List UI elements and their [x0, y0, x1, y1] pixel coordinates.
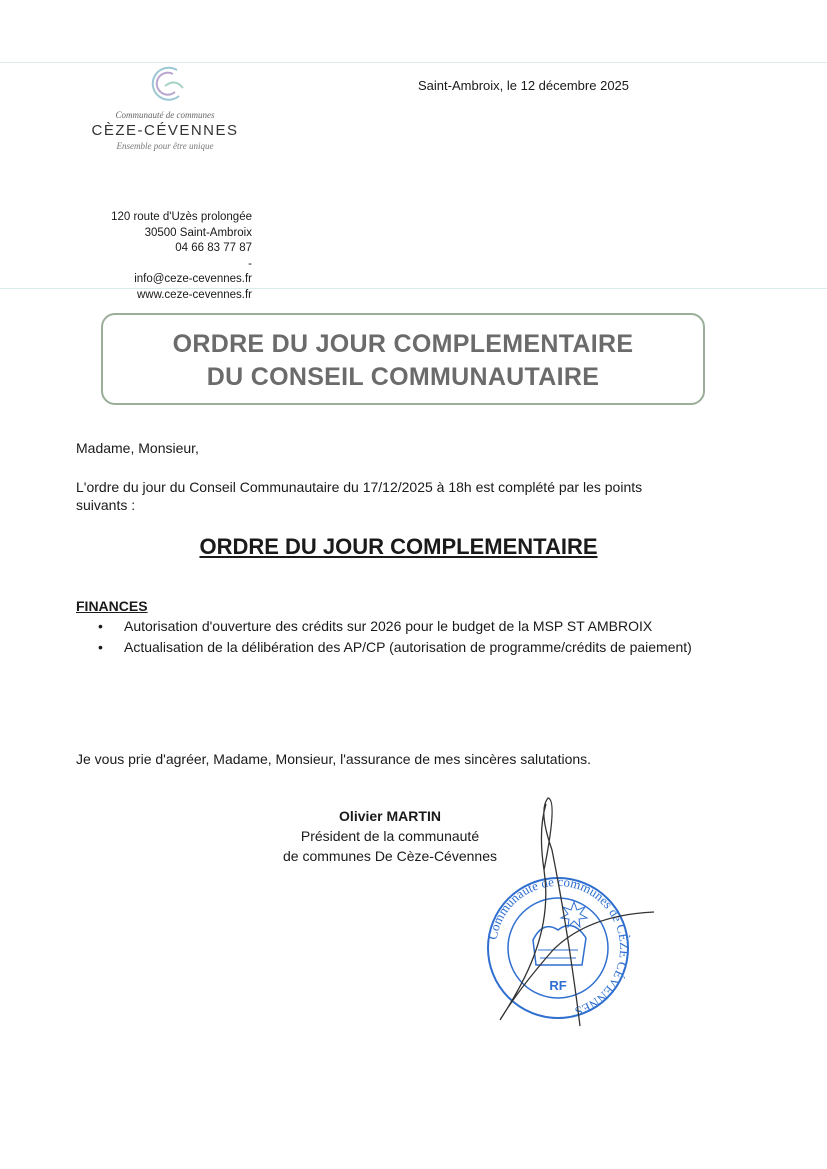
signatory-name: Olivier MARTIN — [339, 808, 441, 824]
agenda-heading: ORDRE DU JOUR COMPLEMENTAIRE — [199, 534, 598, 559]
address-website[interactable]: www.ceze-cevennes.fr — [136, 288, 252, 301]
official-stamp — [478, 790, 668, 1035]
address-city: 30500 Saint-Ambroix — [144, 226, 252, 239]
logo-name: CÈZE-CÉVENNES — [91, 122, 239, 139]
agenda-list — [96, 616, 721, 658]
agenda-item: • Autorisation d'ouverture des crédits sur 2026 pour le budget de la MSP ST AMBROIX — [96, 616, 721, 636]
agenda-item: • Actualisation de la délibération des AP/CP (autorisation de programme/crédits de paiement) — [96, 637, 721, 657]
stamp-ring-text: Communauté de communes de CÈZE CÉVENNES — [484, 873, 633, 1020]
address-email[interactable]: info@ceze-cevennes.fr — [134, 273, 252, 285]
intro-paragraph: L'ordre du jour du Conseil Communautaire du 17/12/2025 à 18h est complété par les points suivants : — [76, 479, 643, 513]
stamp-seal — [485, 874, 633, 1019]
address-separator: - — [248, 257, 252, 270]
section-title-finances: FINANCES — [76, 598, 148, 614]
greeting: Madame, Monsieur, — [76, 440, 199, 456]
title-line-1: ORDRE DU JOUR COMPLEMENTAIRE — [172, 330, 634, 358]
address-block — [111, 210, 252, 303]
signatory-title-line-2: de communes De Cèze-Cévennes — [283, 848, 497, 864]
stamp-center-text: RF — [549, 978, 567, 993]
closing-paragraph: Je vous prie d'agréer, Madame, Monsieur, l'assurance de mes sincères salutations. — [76, 751, 592, 767]
title-line-2: DU CONSEIL COMMUNAUTAIRE — [206, 363, 600, 391]
signatory-title-line-1: Président de la communauté — [300, 828, 480, 844]
logo — [85, 58, 245, 151]
logo-c-icon — [135, 58, 195, 108]
address-phone: 04 66 83 77 87 — [175, 242, 252, 254]
date-line: Saint-Ambroix, le 12 décembre 2025 — [418, 78, 630, 93]
title-box — [101, 313, 705, 405]
logo-top-text: Communauté de communes — [115, 110, 215, 120]
address-street: 120 route d'Uzès prolongée — [111, 211, 252, 223]
logo-tagline: Ensemble pour être unique — [116, 141, 214, 151]
